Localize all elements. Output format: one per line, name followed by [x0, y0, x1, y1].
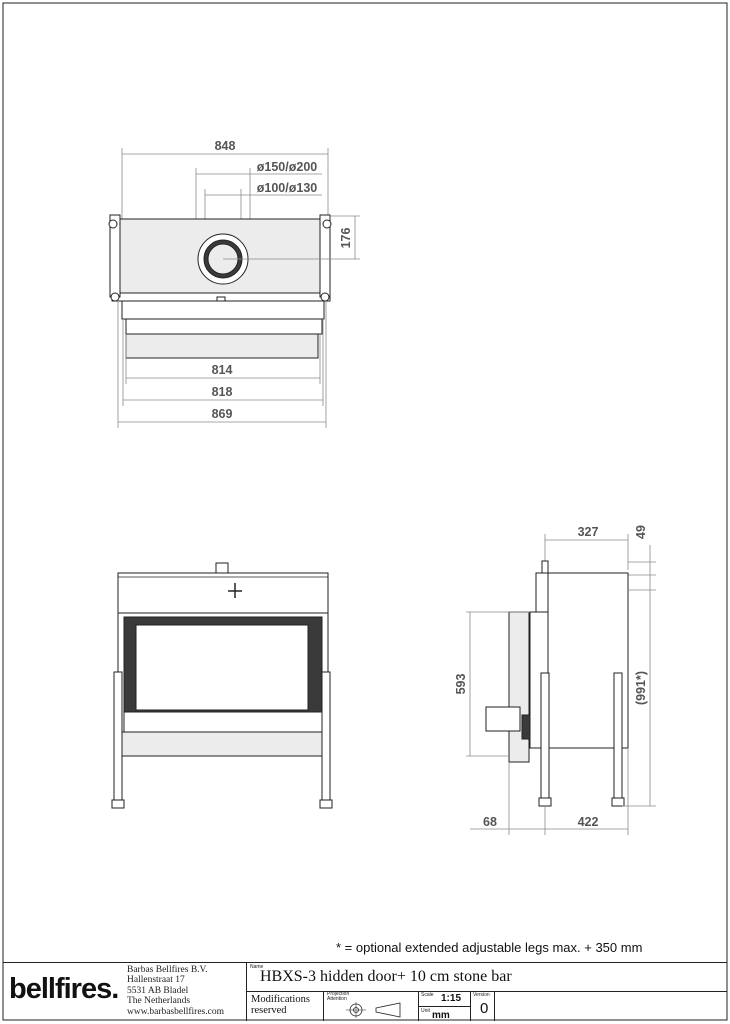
dim-label-422: 422	[577, 815, 599, 829]
dimension-49	[628, 525, 656, 590]
bolt-icon	[321, 293, 329, 301]
top-view-stone-bar	[126, 334, 318, 358]
company-street: Hallenstraat 17	[127, 975, 185, 986]
footnote: * = optional extended adjustable legs max. + 350 mm	[336, 940, 643, 955]
dim-label-818: 818	[211, 385, 233, 399]
dim-label-flue-large: ø150/ø200	[256, 160, 318, 174]
sheet-border	[3, 3, 727, 1020]
front-leg-right	[322, 672, 330, 804]
company-country: The Netherlands	[127, 996, 191, 1007]
unit-label: Unit	[421, 1008, 430, 1014]
dim-label-991: (991*)	[634, 670, 648, 706]
side-handle	[486, 707, 520, 731]
bolt-icon	[111, 293, 119, 301]
side-foot-front	[539, 798, 551, 806]
dim-label-327: 327	[577, 525, 599, 539]
modifications-line-1: Modifications	[251, 994, 310, 1005]
company-address	[127, 965, 224, 1017]
front-door-bottom	[124, 712, 322, 732]
version-value: 0	[480, 1000, 489, 1017]
bellfires-logo: bellfires.	[9, 973, 119, 1005]
dimension-68	[470, 762, 545, 835]
top-view	[109, 139, 360, 428]
company-name: Barbas Bellfires B.V.	[127, 965, 208, 975]
unit-value: mm	[432, 1010, 450, 1021]
modifications-line-2: reserved	[251, 1005, 287, 1016]
dim-label-814: 814	[211, 363, 233, 377]
front-foot-left	[112, 800, 124, 808]
modifications-note	[251, 994, 310, 1016]
projection-label: Projection Attention	[327, 991, 350, 1002]
side-flue-stub	[542, 561, 548, 573]
top-view-frame	[122, 301, 324, 319]
front-view	[112, 563, 332, 808]
company-city: 5531 AB Bladel	[127, 985, 189, 996]
top-view-frame-lower	[126, 319, 322, 334]
side-latch	[522, 715, 530, 739]
dimension-327	[545, 525, 628, 570]
side-leg-back	[614, 673, 622, 801]
drawing-title: HBXS-3 hidden door+ 10 cm stone bar	[260, 968, 512, 985]
dim-label-49: 49	[634, 525, 648, 539]
version-cell	[470, 991, 495, 1021]
dimension-848	[122, 139, 328, 220]
front-glass	[136, 625, 308, 710]
front-foot-right	[320, 800, 332, 808]
unit-cell	[418, 1006, 470, 1021]
version-label: Version	[473, 992, 490, 998]
front-top-panel	[118, 573, 328, 613]
dim-label-869: 869	[211, 407, 233, 421]
bolt-icon	[323, 220, 331, 228]
scale-value: 1:15	[441, 993, 462, 1004]
dim-label-848: 848	[214, 139, 236, 153]
side-view	[454, 525, 656, 835]
side-foot-back	[612, 798, 624, 806]
dimension-176	[330, 216, 360, 259]
side-leg-front	[541, 673, 549, 801]
dim-label-68: 68	[483, 815, 497, 829]
bolt-icon	[109, 220, 117, 228]
scale-label: Scale	[421, 992, 434, 998]
side-top-front	[536, 573, 548, 615]
scale-cell	[418, 991, 470, 1006]
title-block	[3, 962, 727, 1021]
dim-label-176: 176	[339, 227, 353, 249]
dim-label-flue-small: ø100/ø130	[256, 181, 318, 195]
front-leg-left	[114, 672, 122, 804]
projection-cell	[323, 991, 418, 1021]
company-website: www.barbasbellfires.com	[127, 1006, 224, 1017]
projection-symbol-icon	[344, 1000, 408, 1020]
name-label: Name	[250, 964, 264, 970]
dim-label-593: 593	[454, 673, 468, 695]
front-stone-bar	[122, 732, 324, 756]
